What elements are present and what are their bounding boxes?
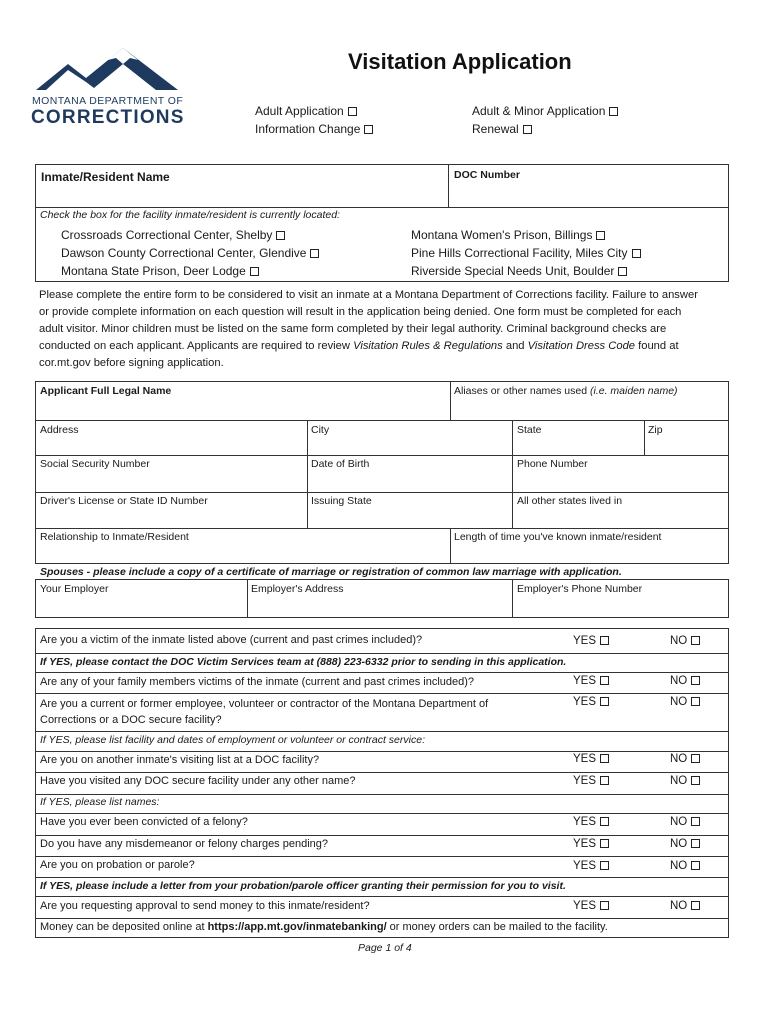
- checkbox[interactable]: [600, 901, 609, 910]
- checkbox[interactable]: [600, 676, 609, 685]
- option-label: Adult & Minor Application: [472, 104, 606, 118]
- q3-yes[interactable]: [573, 696, 609, 708]
- divider: [35, 528, 729, 529]
- q5-yes[interactable]: [573, 775, 609, 787]
- q2-no[interactable]: [670, 675, 700, 687]
- victim-services-note: If YES, please contact the DOC Victim Services team at (888) 223-6332 prior to sending in this application.: [40, 656, 567, 668]
- facility-label: Montana Women's Prison, Billings: [411, 228, 593, 242]
- intro-line: adult visitor. Minor children must be listed on the same form completed by their legal authority. Criminal background checks are: [39, 323, 667, 335]
- divider: [307, 420, 308, 529]
- intro-line: Please complete the entire form to be considered to visit an inmate at a Montana Department of Corrections facility. Failure to answer: [39, 289, 698, 301]
- divider: [450, 528, 451, 564]
- question-other-name: Have you visited any DOC secure facility under any other name?: [40, 775, 356, 787]
- q1-yes[interactable]: [573, 635, 609, 647]
- option-adult-application[interactable]: [255, 104, 357, 118]
- license-field[interactable]: Driver's License or State ID Number: [40, 495, 208, 507]
- inmate-banking-link[interactable]: https://app.mt.gov/inmatebanking/: [207, 921, 387, 933]
- divider: [35, 835, 729, 836]
- question-send-money: Are you requesting approval to send money to this inmate/resident?: [40, 900, 370, 912]
- question-charges-pending: Do you have any misdemeanor or felony charges pending?: [40, 838, 329, 850]
- divider: [35, 731, 729, 732]
- employment-details-field[interactable]: If YES, please list facility and dates of employment or volunteer or contract service:: [40, 734, 425, 746]
- divider: [35, 281, 729, 282]
- facility-pine-hills[interactable]: [411, 246, 641, 260]
- yes-label: YES: [573, 775, 597, 787]
- no-label: NO: [670, 696, 688, 708]
- checkbox[interactable]: [691, 817, 700, 826]
- q8-yes[interactable]: [573, 860, 609, 872]
- facility-crossroads[interactable]: [61, 228, 285, 242]
- no-label: NO: [670, 635, 688, 647]
- note-text: Money can be deposited online at: [40, 921, 208, 933]
- checkbox[interactable]: [600, 817, 609, 826]
- checkbox[interactable]: [691, 839, 700, 848]
- q9-no[interactable]: [670, 900, 700, 912]
- yes-label: YES: [573, 635, 597, 647]
- divider: [512, 579, 513, 618]
- no-label: NO: [670, 775, 688, 787]
- facility-label: Dawson County Correctional Center, Glendive: [61, 246, 307, 260]
- checkbox[interactable]: [691, 697, 700, 706]
- applicant-name-field[interactable]: Applicant Full Legal Name: [40, 385, 172, 397]
- divider: [35, 856, 729, 857]
- checkbox[interactable]: [632, 249, 641, 258]
- employer-field[interactable]: Your Employer: [40, 583, 109, 595]
- question-victim: Are you a victim of the inmate listed above (current and past crimes included)?: [40, 634, 423, 646]
- checkbox[interactable]: [276, 231, 285, 240]
- facility-label: Riverside Special Needs Unit, Boulder: [411, 264, 615, 278]
- divider: [644, 420, 645, 456]
- divider: [35, 772, 729, 773]
- checkbox[interactable]: [364, 125, 373, 134]
- divider: [35, 751, 729, 752]
- page-title: Visitation Application: [348, 49, 572, 74]
- field-label: Aliases or other names used: [454, 385, 590, 397]
- rules-reference: Visitation Rules & Regulations: [353, 340, 503, 352]
- checkbox[interactable]: [600, 697, 609, 706]
- logo-line1: MONTANA DEPARTMENT OF: [32, 95, 184, 107]
- checkbox[interactable]: [691, 676, 700, 685]
- q9-yes[interactable]: [573, 900, 609, 912]
- divider: [35, 794, 729, 795]
- divider: [512, 420, 513, 529]
- divider: [35, 918, 729, 919]
- divider: [35, 877, 729, 878]
- checkbox[interactable]: [618, 267, 627, 276]
- yes-label: YES: [573, 816, 597, 828]
- issuing-state-field[interactable]: Issuing State: [311, 495, 372, 507]
- money-deposit-note: [40, 921, 608, 933]
- checkbox[interactable]: [691, 754, 700, 763]
- q2-yes[interactable]: [573, 675, 609, 687]
- facility-msp[interactable]: [61, 264, 259, 278]
- page-number: Page 1 of 4: [358, 942, 412, 954]
- other-states-field[interactable]: All other states lived in: [517, 495, 623, 507]
- spouses-note: Spouses - please include a copy of a certificate of marriage or registration of common law marriage with application.: [40, 566, 622, 578]
- no-label: NO: [670, 675, 688, 687]
- checkbox[interactable]: [600, 839, 609, 848]
- checkbox[interactable]: [310, 249, 319, 258]
- divider: [728, 207, 729, 282]
- ssn-field[interactable]: Social Security Number: [40, 458, 150, 470]
- field-hint: (i.e. maiden name): [590, 385, 678, 397]
- divider: [247, 579, 248, 618]
- no-label: NO: [670, 838, 688, 850]
- checkbox[interactable]: [523, 125, 532, 134]
- address-field[interactable]: Address: [40, 424, 79, 436]
- divider: [450, 381, 451, 421]
- mountain-logo-icon: [28, 44, 198, 94]
- question-felony: Have you ever been convicted of a felony?: [40, 816, 248, 828]
- dress-code-reference: Visitation Dress Code: [527, 340, 636, 352]
- option-renewal[interactable]: [472, 122, 532, 136]
- divider: [35, 813, 729, 814]
- no-label: NO: [670, 753, 688, 765]
- q4-no[interactable]: [670, 753, 700, 765]
- checkbox[interactable]: [250, 267, 259, 276]
- question-line: Corrections or a DOC secure facility?: [40, 714, 222, 726]
- intro-text: found at: [635, 340, 679, 352]
- yes-label: YES: [573, 753, 597, 765]
- q6-yes[interactable]: [573, 816, 609, 828]
- zip-field[interactable]: Zip: [648, 424, 663, 436]
- no-label: NO: [670, 860, 688, 872]
- question-other-visiting-list: Are you on another inmate's visiting list at a DOC facility?: [40, 754, 320, 766]
- yes-label: YES: [573, 696, 597, 708]
- q7-no[interactable]: [670, 838, 700, 850]
- intro-paragraph: [39, 287, 739, 372]
- facility-dawson[interactable]: [61, 246, 319, 260]
- checkbox[interactable]: [609, 107, 618, 116]
- divider: [35, 492, 729, 493]
- option-adult-minor-application[interactable]: [472, 104, 618, 118]
- divider: [35, 653, 729, 654]
- city-field[interactable]: City: [311, 424, 330, 436]
- other-names-field[interactable]: If YES, please list names:: [40, 796, 160, 808]
- intro-text: and: [502, 340, 528, 352]
- q5-no[interactable]: [670, 775, 700, 787]
- option-label: Adult Application: [255, 104, 344, 118]
- facility-riverside[interactable]: [411, 264, 627, 278]
- facility-label: Montana State Prison, Deer Lodge: [61, 264, 246, 278]
- length-known-field[interactable]: Length of time you've known inmate/resident: [454, 531, 662, 543]
- yes-label: YES: [573, 838, 597, 850]
- divider: [35, 207, 36, 282]
- divider: [35, 420, 729, 421]
- facility-womens-prison[interactable]: [411, 228, 605, 242]
- q7-yes[interactable]: [573, 838, 609, 850]
- facility-label: Pine Hills Correctional Facility, Miles City: [411, 246, 628, 260]
- facility-instruction: Check the box for the facility inmate/resident is currently located:: [40, 209, 340, 221]
- checkbox[interactable]: [348, 107, 357, 116]
- checkbox[interactable]: [691, 776, 700, 785]
- divider: [35, 896, 729, 897]
- question-line: Are you a current or former employee, volunteer or contractor of the Montana Department of: [40, 698, 489, 710]
- dob-field[interactable]: Date of Birth: [311, 458, 370, 470]
- probation-note: If YES, please include a letter from your probation/parole officer granting their permission for you to visit.: [40, 880, 566, 892]
- no-label: NO: [670, 816, 688, 828]
- checkbox[interactable]: [600, 861, 609, 870]
- intro-text: conducted on each applicant. Applicants are required to review: [39, 340, 354, 352]
- logo: [28, 44, 198, 134]
- checkbox[interactable]: [691, 861, 700, 870]
- inmate-name-field[interactable]: Inmate/Resident Name: [41, 170, 170, 184]
- aliases-field[interactable]: [454, 385, 678, 397]
- yes-label: YES: [573, 860, 597, 872]
- q1-no[interactable]: [670, 635, 700, 647]
- logo-line2: CORRECTIONS: [31, 107, 185, 128]
- checkbox[interactable]: [600, 776, 609, 785]
- option-information-change[interactable]: [255, 122, 373, 136]
- checkbox[interactable]: [600, 754, 609, 763]
- checkbox[interactable]: [691, 636, 700, 645]
- checkbox[interactable]: [691, 901, 700, 910]
- divider: [35, 455, 729, 456]
- facility-label: Crossroads Correctional Center, Shelby: [61, 228, 273, 242]
- doc-number-field[interactable]: DOC Number: [454, 169, 520, 181]
- state-field[interactable]: State: [517, 424, 542, 436]
- employer-address-field[interactable]: Employer's Address: [251, 583, 344, 595]
- intro-line: [39, 338, 739, 355]
- employer-phone-field[interactable]: Employer's Phone Number: [517, 583, 643, 595]
- option-label: Information Change: [255, 122, 361, 136]
- intro-line: cor.mt.gov before signing application.: [39, 357, 224, 369]
- phone-field[interactable]: Phone Number: [517, 458, 588, 470]
- yes-label: YES: [573, 675, 597, 687]
- checkbox[interactable]: [596, 231, 605, 240]
- divider: [35, 693, 729, 694]
- intro-line: or provide complete information on each question will result in the application being denied. One form must be completed for each: [39, 306, 682, 318]
- divider: [35, 672, 729, 673]
- yes-label: YES: [573, 900, 597, 912]
- relationship-field[interactable]: Relationship to Inmate/Resident: [40, 531, 189, 543]
- no-label: NO: [670, 900, 688, 912]
- question-probation: Are you on probation or parole?: [40, 859, 195, 871]
- q3-no[interactable]: [670, 696, 700, 708]
- q8-no[interactable]: [670, 860, 700, 872]
- divider: [448, 164, 449, 208]
- q6-no[interactable]: [670, 816, 700, 828]
- question-family-victims: Are any of your family members victims of the inmate (current and past crimes included)?: [40, 676, 475, 688]
- option-label: Renewal: [472, 122, 519, 136]
- checkbox[interactable]: [600, 636, 609, 645]
- q4-yes[interactable]: [573, 753, 609, 765]
- question-employee: [40, 696, 488, 728]
- note-text: or money orders can be mailed to the facility.: [386, 921, 608, 933]
